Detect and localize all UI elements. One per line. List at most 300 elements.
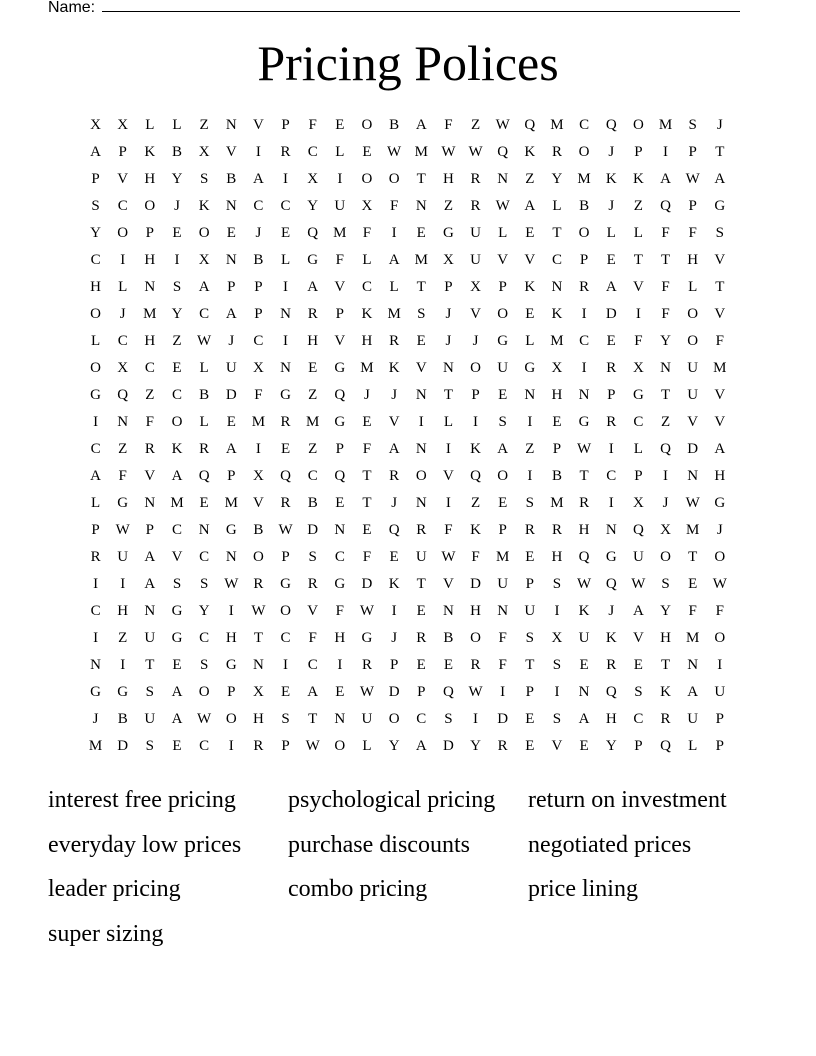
grid-letter: Y <box>470 738 481 754</box>
grid-letter: P <box>607 387 616 403</box>
grid-letter: F <box>335 252 344 268</box>
grid-letter: M <box>658 117 673 133</box>
grid-letter: J <box>92 711 99 727</box>
grid-letter: P <box>634 468 643 484</box>
grid-letter: N <box>334 522 346 538</box>
grid-letter: A <box>714 441 726 457</box>
grid-letter: P <box>579 252 589 268</box>
grid-letter: O <box>687 306 699 322</box>
grid-letter: G <box>307 252 319 268</box>
grid-letter: T <box>525 657 535 673</box>
grid-letter: A <box>90 468 101 484</box>
grid-letter: T <box>145 657 155 673</box>
grid-letter: D <box>442 738 454 754</box>
grid-letter: W <box>197 711 212 727</box>
grid-letter: A <box>198 279 210 295</box>
grid-letter: N <box>144 279 156 295</box>
grid-letter: U <box>470 252 481 268</box>
grid-letter: F <box>254 387 263 403</box>
grid-letter: U <box>225 360 237 376</box>
grid-letter: O <box>280 603 291 619</box>
grid-letter: M <box>713 360 727 376</box>
grid-letter: W <box>685 495 700 511</box>
grid-letter: R <box>660 711 671 727</box>
grid-letter: V <box>307 603 319 619</box>
grid-letter: C <box>253 333 264 349</box>
grid-letter: W <box>441 144 456 160</box>
grid-letter: P <box>281 738 290 754</box>
grid-letter: G <box>497 333 509 349</box>
grid-letter: T <box>443 387 453 403</box>
grid-letter: F <box>715 603 724 619</box>
grid-letter: O <box>632 117 644 133</box>
grid-letter: N <box>198 522 210 538</box>
grid-letter: F <box>444 522 453 538</box>
grid-letter: X <box>117 360 129 376</box>
grid-letter: R <box>307 576 318 592</box>
grid-letter: R <box>470 171 481 187</box>
grid-letter: V <box>632 630 644 646</box>
grid-row <box>82 274 734 301</box>
grid-letter: V <box>171 549 183 565</box>
grid-letter: C <box>579 333 590 349</box>
grid-letter: G <box>117 684 129 700</box>
grid-letter: N <box>117 414 129 430</box>
grid-row <box>82 733 734 760</box>
grid-letter: E <box>579 657 589 673</box>
grid-letter: E <box>362 414 372 430</box>
grid-letter: J <box>716 522 723 538</box>
grid-letter: Q <box>307 225 319 241</box>
grid-letter: F <box>145 414 155 430</box>
grid-letter: A <box>225 441 237 457</box>
grid-letter: U <box>524 603 536 619</box>
grid-letter: K <box>388 576 400 592</box>
grid-letter: N <box>415 387 427 403</box>
grid-letter: Y <box>171 171 183 187</box>
grid-letter: U <box>361 711 373 727</box>
grid-letter: N <box>280 306 291 322</box>
grid-letter: X <box>551 360 563 376</box>
grid-letter: A <box>307 279 319 295</box>
grid-letter: K <box>144 144 156 160</box>
grid-letter: C <box>117 333 128 349</box>
grid-letter: M <box>333 225 347 241</box>
grid-row <box>82 544 734 571</box>
grid-letter: K <box>388 360 400 376</box>
page-title: Pricing Polices <box>257 35 559 91</box>
grid-letter: J <box>445 306 452 322</box>
word-list-item: combo pricing <box>288 876 428 902</box>
grid-letter: Q <box>660 441 671 457</box>
grid-letter: W <box>359 684 375 700</box>
grid-letter: C <box>199 738 210 754</box>
grid-letter: M <box>496 549 510 565</box>
grid-letter: T <box>362 468 372 484</box>
grid-letter: S <box>91 198 100 214</box>
grid-letter: H <box>117 603 129 619</box>
grid-letter: S <box>525 630 534 646</box>
grid-letter: P <box>715 711 724 727</box>
grid-row <box>82 409 734 436</box>
grid-row <box>82 355 734 382</box>
grid-letter: O <box>90 360 101 376</box>
grid-letter: W <box>577 441 592 457</box>
grid-letter: X <box>551 630 563 646</box>
grid-letter: O <box>252 549 264 565</box>
grid-letter: E <box>362 522 372 538</box>
grid-letter: U <box>714 684 726 700</box>
grid-letter: P <box>254 306 263 322</box>
grid-letter: E <box>606 333 616 349</box>
grid-letter: A <box>714 171 726 187</box>
grid-letter: J <box>608 603 615 619</box>
grid-row <box>82 382 734 409</box>
grid-letter: H <box>334 630 346 646</box>
grid-letter: M <box>224 495 238 511</box>
grid-letter: K <box>198 198 210 214</box>
grid-letter: Y <box>171 306 183 322</box>
grid-letter: U <box>632 549 644 565</box>
grid-letter: Q <box>117 387 129 403</box>
grid-letter: P <box>227 684 236 700</box>
grid-letter: H <box>660 630 671 646</box>
grid-letter: P <box>227 279 236 295</box>
grid-letter: A <box>171 711 183 727</box>
grid-letter: S <box>634 684 643 700</box>
grid-row <box>82 706 734 733</box>
grid-letter: B <box>226 171 237 187</box>
grid-letter: K <box>632 171 644 187</box>
grid-letter: Z <box>118 630 128 646</box>
grid-letter: G <box>90 684 101 700</box>
name-field[interactable] <box>48 0 740 18</box>
grid-letter: I <box>255 441 261 457</box>
grid-row <box>82 436 734 463</box>
grid-letter: R <box>470 657 481 673</box>
grid-letter: I <box>255 144 261 160</box>
grid-letter: U <box>470 225 481 241</box>
grid-letter: P <box>335 306 344 322</box>
grid-row <box>82 328 734 355</box>
grid-letter: N <box>551 279 563 295</box>
grid-letter: C <box>633 414 644 430</box>
grid-letter: I <box>120 576 126 592</box>
grid-letter: N <box>687 468 699 484</box>
grid-letter: Y <box>605 738 617 754</box>
grid-letter: G <box>334 414 346 430</box>
grid-letter: P <box>552 441 562 457</box>
grid-letter: N <box>334 711 346 727</box>
grid-letter: K <box>470 522 481 538</box>
grid-letter: R <box>253 576 264 592</box>
grid-letter: B <box>117 711 128 727</box>
grid-letter: V <box>225 144 237 160</box>
grid-letter: G <box>714 495 726 511</box>
grid-letter: V <box>334 333 346 349</box>
grid-letter: V <box>524 252 536 268</box>
grid-letter: Z <box>308 441 318 457</box>
grid-letter: E <box>172 225 182 241</box>
grid-letter: T <box>416 171 426 187</box>
grid-letter: O <box>117 225 129 241</box>
grid-letter: P <box>498 279 507 295</box>
grid-letter: Q <box>660 738 671 754</box>
grid-letter: V <box>252 495 264 511</box>
grid-letter: R <box>253 738 264 754</box>
grid-letter: L <box>443 414 453 430</box>
grid-letter: N <box>578 387 590 403</box>
grid-letter: Q <box>280 468 291 484</box>
grid-letter: W <box>468 144 483 160</box>
grid-letter: N <box>415 441 427 457</box>
grid-row <box>82 193 734 220</box>
word-list-item: purchase discounts <box>288 831 470 858</box>
grid-letter: Q <box>632 522 644 538</box>
grid-letter: R <box>90 549 101 565</box>
grid-letter: I <box>500 684 506 700</box>
grid-letter: E <box>199 495 209 511</box>
grid-letter: P <box>118 144 127 160</box>
grid-letter: K <box>171 441 183 457</box>
grid-letter: C <box>90 441 101 457</box>
grid-letter: Q <box>334 387 346 403</box>
grid-row <box>82 247 734 274</box>
grid-letter: Y <box>307 198 319 214</box>
grid-letter: K <box>660 684 671 700</box>
grid-letter: W <box>305 738 320 754</box>
grid-letter: G <box>280 576 291 592</box>
grid-letter: E <box>172 657 182 673</box>
grid-letter: E <box>362 144 372 160</box>
grid-row <box>82 301 734 328</box>
grid-letter: E <box>416 657 426 673</box>
grid-letter: Y <box>660 603 671 619</box>
grid-letter: T <box>416 279 426 295</box>
grid-letter: I <box>391 603 397 619</box>
grid-letter: G <box>171 603 183 619</box>
grid-letter: H <box>144 252 156 268</box>
grid-letter: I <box>120 657 126 673</box>
grid-letter: H <box>605 711 617 727</box>
grid-letter: G <box>334 576 346 592</box>
grid-letter: P <box>281 117 290 133</box>
grid-letter: J <box>391 495 398 511</box>
grid-letter: H <box>551 549 563 565</box>
grid-letter: L <box>362 738 372 754</box>
grid-letter: I <box>337 657 343 673</box>
word-list-item: negotiated prices <box>528 831 692 858</box>
grid-letter: G <box>605 549 617 565</box>
grid-letter: S <box>199 576 209 592</box>
grid-letter: N <box>687 657 699 673</box>
grid-letter: Q <box>497 144 509 160</box>
grid-letter: E <box>525 225 535 241</box>
grid-letter: F <box>498 657 507 673</box>
grid-letter: E <box>335 495 345 511</box>
grid-letter: D <box>605 306 617 322</box>
grid-letter: V <box>497 252 509 268</box>
grid-letter: H <box>442 171 454 187</box>
grid-letter: I <box>581 360 587 376</box>
grid-letter: B <box>171 144 182 160</box>
grid-letter: S <box>498 414 507 430</box>
grid-letter: O <box>198 225 210 241</box>
grid-letter: X <box>632 495 644 511</box>
grid-letter: W <box>577 576 592 592</box>
grid-letter: K <box>605 630 617 646</box>
grid-letter: M <box>360 360 374 376</box>
word-list-item: psychological pricing <box>288 787 496 813</box>
grid-letter: C <box>334 549 345 565</box>
grid-letter: A <box>388 252 400 268</box>
grid-letter: P <box>91 522 100 538</box>
grid-letter: S <box>688 117 697 133</box>
word-list-item: everyday low prices <box>48 831 242 858</box>
grid-letter: Q <box>605 684 617 700</box>
grid-letter: B <box>443 630 454 646</box>
grid-row <box>82 517 734 544</box>
grid-letter: N <box>144 495 156 511</box>
grid-letter: F <box>688 225 697 241</box>
grid-letter: N <box>225 252 237 268</box>
grid-letter: I <box>663 144 669 160</box>
grid-letter: H <box>361 333 373 349</box>
grid-letter: N <box>524 387 536 403</box>
grid-letter: C <box>117 198 128 214</box>
grid-letter: A <box>415 738 427 754</box>
grid-letter: V <box>687 414 699 430</box>
grid-letter: C <box>307 144 318 160</box>
grid-letter: X <box>442 252 454 268</box>
grid-letter: G <box>225 522 237 538</box>
grid-letter: A <box>578 711 590 727</box>
grid-letter: W <box>115 522 130 538</box>
grid-letter: A <box>171 684 183 700</box>
grid-letter: C <box>280 198 291 214</box>
grid-letter: T <box>579 468 589 484</box>
grid-letter: U <box>415 549 427 565</box>
grid-letter: I <box>337 171 343 187</box>
grid-letter: A <box>497 441 509 457</box>
grid-letter: S <box>661 576 670 592</box>
grid-letter: O <box>198 684 210 700</box>
grid-letter: P <box>688 198 697 214</box>
grid-letter: M <box>685 630 700 646</box>
grid-letter: P <box>335 441 344 457</box>
grid-letter: Z <box>172 333 182 349</box>
grid-letter: B <box>579 198 590 214</box>
grid-letter: W <box>224 576 239 592</box>
grid-letter: M <box>550 333 564 349</box>
grid-letter: O <box>144 198 156 214</box>
grid-letter: I <box>527 414 533 430</box>
grid-letter: J <box>662 495 669 511</box>
grid-letter: R <box>361 657 372 673</box>
grid-letter: J <box>391 387 398 403</box>
grid-letter: L <box>552 198 562 214</box>
grid-letter: E <box>226 414 236 430</box>
grid-letter: J <box>445 333 452 349</box>
grid-letter: D <box>497 711 509 727</box>
grid-letter: C <box>90 603 101 619</box>
grid-letter: M <box>251 414 266 430</box>
grid-letter: Z <box>470 495 481 511</box>
grid-letter: Z <box>660 414 671 430</box>
grid-letter: G <box>714 198 726 214</box>
grid-letter: M <box>306 414 320 430</box>
grid-letter: H <box>687 252 699 268</box>
grid-letter: I <box>228 738 234 754</box>
grid-letter: K <box>361 306 373 322</box>
grid-letter: N <box>442 603 454 619</box>
grid-letter: A <box>632 603 644 619</box>
grid-letter: S <box>525 495 534 511</box>
grid-letter: P <box>498 522 507 538</box>
grid-letter: P <box>688 144 697 160</box>
grid-letter: E <box>525 711 535 727</box>
grid-letter: V <box>442 576 454 592</box>
grid-letter: M <box>170 495 184 511</box>
grid-letter: P <box>91 171 100 187</box>
grid-letter: C <box>199 306 210 322</box>
grid-letter: L <box>90 333 101 349</box>
grid-letter: L <box>118 279 128 295</box>
grid-letter: Q <box>470 468 481 484</box>
grid-letter: E <box>172 738 182 754</box>
grid-letter: N <box>442 360 454 376</box>
grid-letter: R <box>280 495 291 511</box>
grid-letter: J <box>716 117 723 133</box>
grid-letter: H <box>551 387 563 403</box>
grid-letter: D <box>117 738 129 754</box>
name-blank-line[interactable] <box>102 0 740 12</box>
grid-letter: F <box>634 333 643 349</box>
grid-letter: X <box>117 117 129 133</box>
grid-letter: U <box>144 711 156 727</box>
grid-letter: I <box>93 414 99 430</box>
grid-letter: J <box>608 198 615 214</box>
grid-letter: L <box>389 279 399 295</box>
grid-letter: Z <box>145 387 155 403</box>
grid-letter: S <box>552 711 562 727</box>
grid-letter: O <box>714 630 726 646</box>
grid-letter: T <box>660 252 671 268</box>
grid-letter: S <box>145 738 155 754</box>
grid-letter: S <box>281 711 290 727</box>
grid-letter: L <box>145 117 155 133</box>
grid-letter: M <box>577 171 591 187</box>
grid-letter: A <box>307 684 319 700</box>
grid-letter: A <box>687 684 699 700</box>
grid-letter: U <box>687 360 699 376</box>
grid-letter: R <box>606 657 617 673</box>
grid-letter: B <box>551 468 562 484</box>
grid-row <box>82 598 734 625</box>
grid-letter: I <box>228 603 234 619</box>
grid-letter: F <box>661 306 670 322</box>
grid-letter: F <box>471 549 480 565</box>
grid-letter: P <box>145 225 155 241</box>
grid-letter: C <box>606 468 617 484</box>
grid-letter: W <box>685 171 700 187</box>
grid-letter: O <box>660 549 671 565</box>
grid-row <box>82 679 734 706</box>
grid-letter: L <box>633 441 643 457</box>
grid-letter: L <box>362 252 372 268</box>
grid-letter: C <box>253 198 264 214</box>
grid-letter: Y <box>660 333 671 349</box>
